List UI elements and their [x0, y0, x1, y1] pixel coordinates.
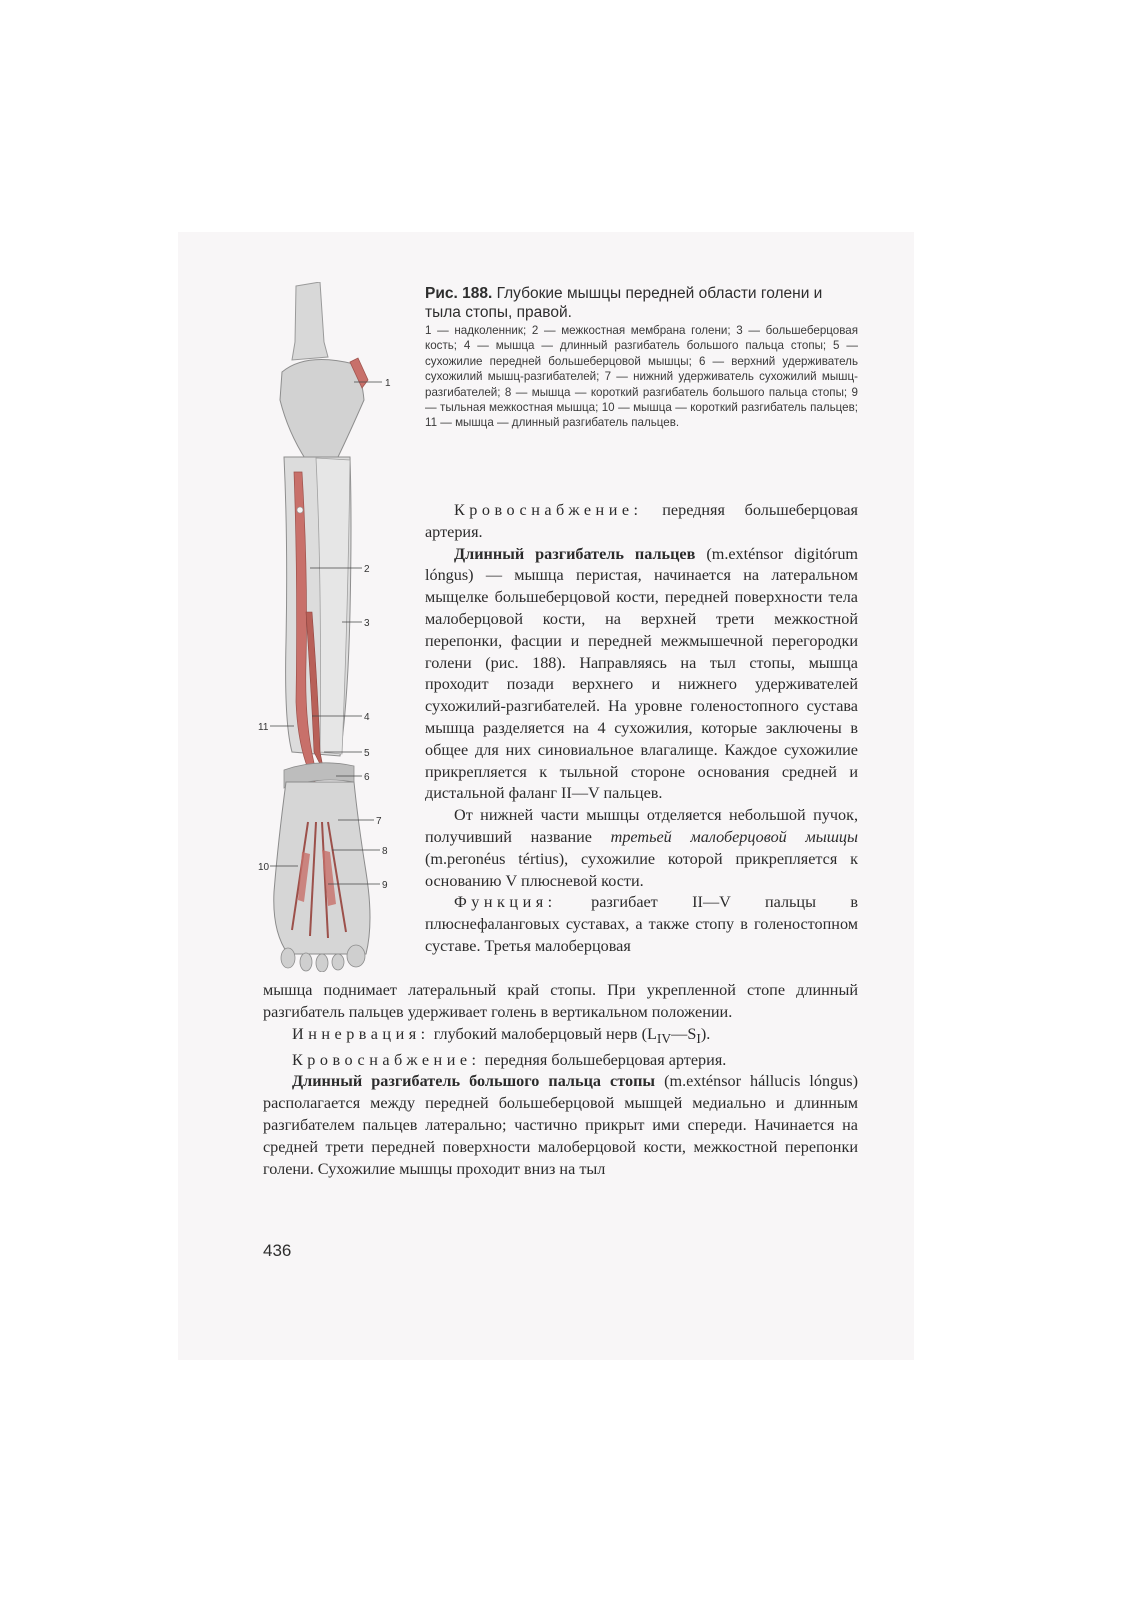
paragraph-blood-supply-1 [425, 500, 858, 544]
page-number: 436 [263, 1241, 292, 1260]
figure-label-7: 7 [376, 816, 382, 827]
paragraph-text: разгибает II—V пальцы в плюснефаланговых суставах, а также стопу в голеностопном суставе. Третья малоберцовая [425, 893, 858, 955]
figure-legend: 1 — надколенник; 2 — межкостная мембрана голени; 3 — большеберцовая кость; 4 — мышца — длинный разгибатель большого пальца стопы; 5 — сухожилие передней большеберцовой мышцы; 6 — верхний удерживатель сухожилий мышц-разгибателей; 7 — нижний удерживатель сухожилий мышц-разгибателей; 8 — мышца — короткий разгибатель большого пальца стопы; 9 — тыльная межкостная мышца; 10 — мышца — короткий разгибатель пальцев; 11 — мышца — длинный разгибатель пальцев. [425, 324, 858, 430]
full-width-text [263, 980, 858, 1180]
figure-label-8: 8 [382, 846, 388, 857]
paragraph-innervation [263, 1024, 858, 1050]
figure-label-9: 9 [382, 880, 388, 891]
paragraph-text: —S [671, 1024, 697, 1043]
figure-label-6: 6 [364, 772, 370, 783]
figure-title: Глубокие мышцы передней области голени и тыла стопы, правой. [425, 285, 823, 321]
paragraph-text: передняя большеберцовая артерия. [480, 1050, 727, 1069]
figure-label-4: 4 [364, 712, 370, 723]
subscript: I [696, 1030, 701, 1046]
figure-label-3: 3 [364, 618, 370, 629]
bold-term: Длинный разгибатель большого пальца стопы [292, 1072, 656, 1091]
paragraph-text: передняя большеберцовая артерия. [425, 501, 858, 541]
foot-shape [274, 782, 370, 954]
spaced-heading: Кровоснабжение: [292, 1050, 481, 1069]
paragraph-edl [425, 544, 858, 806]
figure-label-10: 10 [258, 862, 270, 873]
bold-term: Длинный разгибатель пальцев [454, 544, 696, 563]
subscript: IV [656, 1030, 672, 1046]
paragraph-text: (m.peronéus tértius), сухожилие которой прикрепляется к основанию V плюсневой кости. [425, 849, 858, 890]
spaced-heading: Иннервация: [292, 1024, 430, 1043]
paragraph-function-cont: мышца поднимает латеральный край стопы. При укрепленной стопе длинный разгибатель пальцев удерживает голень в вертикальном положении. [263, 981, 858, 1021]
foramen-mark [297, 507, 303, 513]
figure-label-11: 11 [258, 722, 269, 733]
knee-shape [280, 360, 364, 461]
paragraph-text: (m.exténsor hállucis lóngus) располагается между передней большеберцовой мышцей медиально и длинным разгибателем пальцев латерально; частично прикрыт ими спереди. Начинается на средней трети передней поверхности малоберцовой кости, межкостной перепонки голени. Сухожилие мышцы проходит вниз на тыл [263, 1072, 858, 1178]
italic-term: третьей малоберцовой мышцы [610, 827, 858, 846]
paragraph-ehl [263, 1071, 858, 1180]
figure-number: Рис. 188. [425, 285, 493, 302]
paragraph-blood-supply-2 [263, 1050, 858, 1072]
spaced-heading: Кровоснабжение: [454, 501, 643, 519]
figure-caption-title [425, 284, 858, 322]
paragraph-text: От нижней части мышцы отделяется небольшой пучок, получивший название [425, 806, 858, 846]
figure-label-1: 1 [385, 378, 391, 389]
column-text [425, 500, 858, 958]
spaced-heading: Функция: [454, 893, 557, 912]
paragraph-peroneus-tertius [425, 805, 858, 892]
paragraph-text: ). [700, 1024, 711, 1043]
paragraph-text: (m.exténsor digitórum lóngus) — мышца перистая, начинается на латеральном мыщелке большеберцовой кости, передней поверхности тела малоберцовой кости, на верхней трети межкостной перепонки, фасции и передней межмышечной перегородки голени (рис. 188). Направляясь на тыл стопы, мышца проходит позади верхнего и нижнего удерживателей сухожилий-разгибателей. На уровне голеностопного сустава мышца разделяется на 4 сухожилия, которые заключены в общее для них синовиальное влагалище. Каждое сухожилие прикрепляется к тыльной стороне основания средней и дистальной фаланг II—V пальцев. [425, 544, 859, 803]
paragraph-text: глубокий малоберцовый нерв (L [429, 1024, 657, 1043]
femur-shape [292, 282, 328, 360]
figure-label-5: 5 [364, 748, 370, 759]
figure-label-2: 2 [364, 564, 370, 575]
paragraph-function-start [425, 892, 858, 957]
leg-anatomy-illustration [258, 282, 410, 972]
